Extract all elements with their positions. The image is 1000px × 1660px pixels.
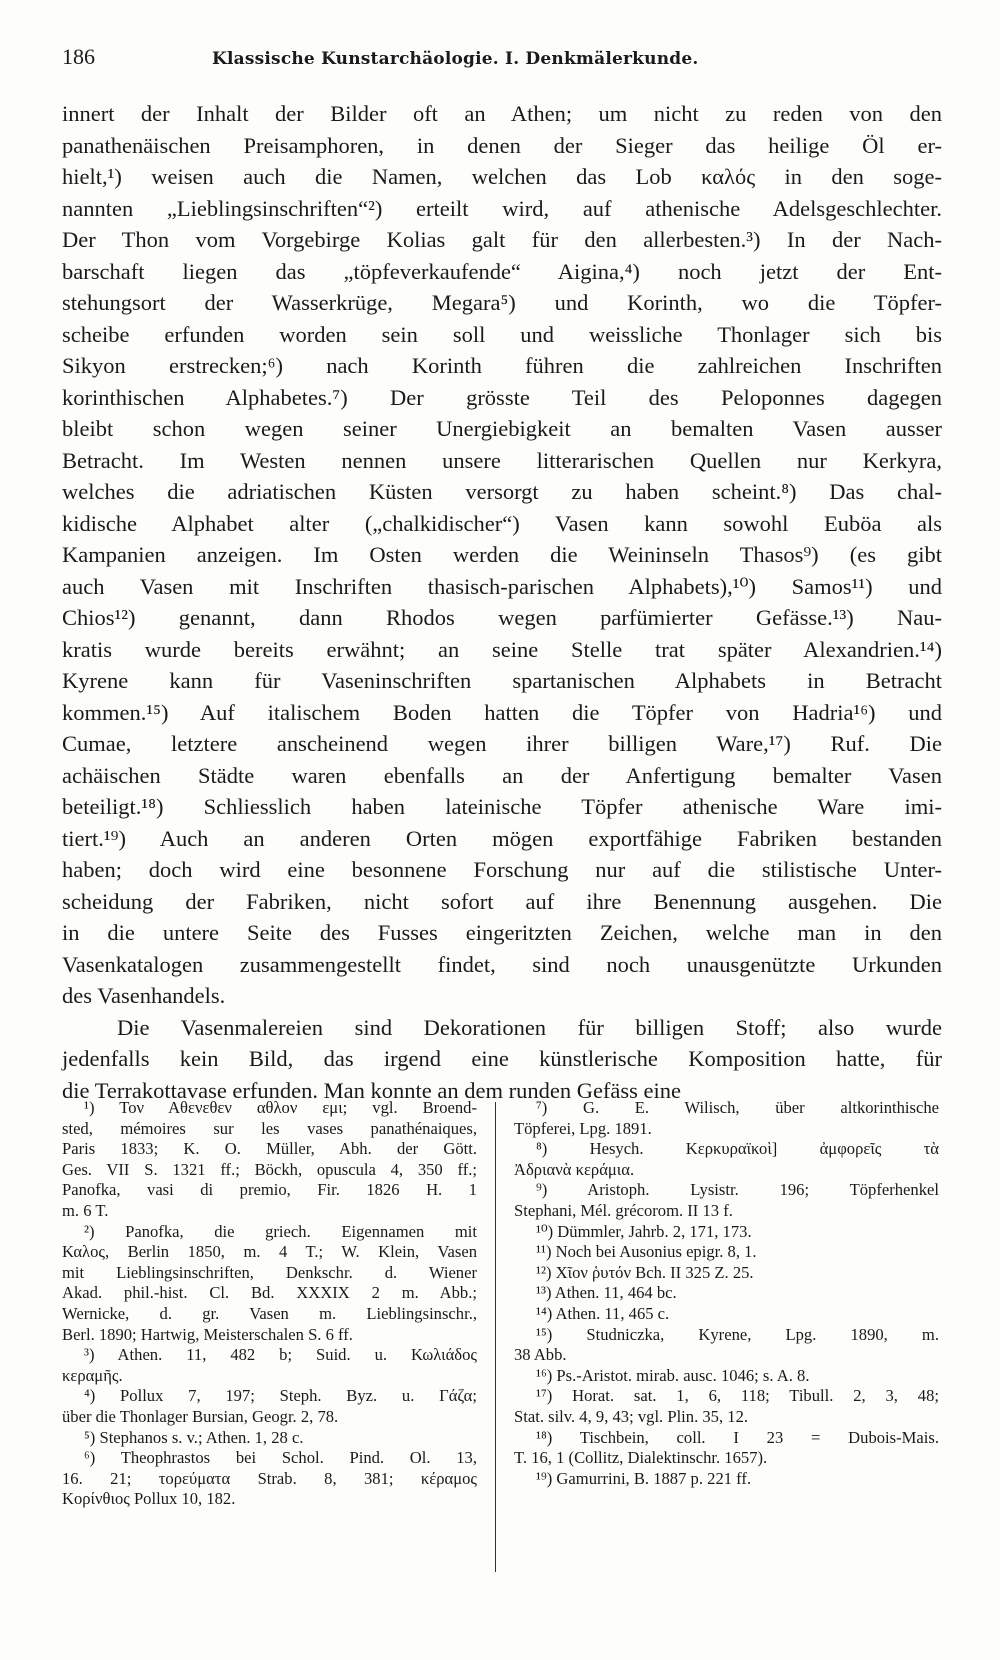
body-line: bleibt schon wegen seiner Unergiebigkeit an bemalten Vasen ausser: [62, 416, 942, 441]
footnote-line: ⁵) Stephanos s. v.; Athen. 1, 28 c.: [84, 1427, 304, 1447]
body-line: jedenfalls kein Bild, das irgend eine künstlerische Komposition hatte, für: [62, 1046, 942, 1071]
footnote-line: Καλος, Berlin 1850, m. 4 T.; W. Klein, Vasen: [62, 1242, 477, 1262]
body-line: kommen.¹⁵) Auf italischem Boden hatten die Töpfer von Hadria¹⁶) und: [62, 699, 942, 725]
footnote-line: Stephani, Mél. grécorom. II 13 f.: [514, 1200, 733, 1220]
body-text: [62, 98, 942, 1106]
body-line: des Vasenhandels.: [62, 983, 226, 1008]
page-number: 186: [62, 44, 95, 69]
body-line: kratis wurde bereits erwähnt; an seine Stelle trat später Alexandrien.¹⁴): [62, 636, 942, 662]
footnote-line: T. 16, 1 (Collitz, Dialektinschr. 1657).: [514, 1448, 768, 1468]
footnote-line: ⁹) Aristoph. Lysistr. 196; Töpferhenkel: [536, 1180, 939, 1200]
body-line: Vasenkatalogen zusammengestellt findet, sind noch unausgenützte Urkunden: [62, 951, 942, 977]
body-line: in die untere Seite des Fusses eingeritzten Zeichen, welche man in den: [62, 920, 942, 945]
footnote-line: ¹⁷) Horat. sat. 1, 6, 118; Tibull. 2, 3, 48;: [536, 1386, 939, 1406]
footnote-line: Κορίνθιος Pollux 10, 182.: [62, 1489, 236, 1509]
footnote-line: mit Lieblingsinschriften, Denkschr. d. Wiener: [62, 1262, 477, 1282]
running-title: Klassische Kunstarchäologie. I. Denkmälerkunde.: [212, 49, 699, 69]
body-line: nannten „Lieblingsinschriften“²) erteilt wird, auf athenische Adelsgeschlechter.: [62, 195, 942, 221]
footnote-line: ⁸) Hesych. Κερκυραϊκοὶ] ἀμφορεῖς τὰ: [536, 1139, 939, 1159]
body-line: panathenäischen Preisamphoren, in denen der Sieger das heilige Öl er-: [62, 132, 942, 158]
footnote-line: ¹²) Χῖον ῥυτόν Bch. II 325 Z. 25.: [536, 1262, 754, 1282]
footnote-line: ¹) Τον Αθενεθεν αθλον εμι; vgl. Broend-: [84, 1098, 477, 1117]
footnote-line: ⁴) Pollux 7, 197; Steph. Byz. u. Γάζα;: [84, 1386, 477, 1406]
body-line: Sikyon erstrecken;⁶) nach Korinth führen die zahlreichen Inschriften: [62, 353, 942, 378]
body-line: haben; doch wird eine besonnene Forschung nur auf die stilistische Unter-: [62, 857, 942, 882]
footnote-line: ¹⁶) Ps.-Aristot. mirab. ausc. 1046; s. A. 8.: [536, 1365, 810, 1385]
body-line: kidische Alphabet alter („chalkidischer“) Vasen kann sowohl Euböa als: [62, 510, 942, 536]
footnote-line: Paris 1833; K. O. Müller, Abh. der Gött.: [62, 1139, 477, 1159]
footnote-line: Panofka, vasi di premio, Fir. 1826 H. 1: [62, 1180, 477, 1200]
body-line: Chios¹²) genannt, dann Rhodos wegen parfümierter Gefässe.¹³) Nau-: [62, 605, 942, 630]
footnote-line: ¹¹) Noch bei Ausonius epigr. 8, 1.: [536, 1242, 757, 1262]
footnote-line: ¹⁸) Tischbein, coll. I 23 = Dubois-Mais.: [536, 1427, 939, 1447]
body-line: Der Thon vom Vorgebirge Kolias galt für den allerbesten.³) In der Nach-: [62, 227, 942, 252]
page: [62, 44, 942, 1106]
body-line: Kampanien anzeigen. Im Osten werden die Weininseln Thasos⁹) (es gibt: [62, 542, 942, 567]
footnotes-left-column: [62, 1098, 495, 1572]
footnote-line: über die Thonlager Bursian, Geogr. 2, 78.: [62, 1406, 339, 1426]
footnote-line: Töpferei, Lpg. 1891.: [514, 1118, 652, 1138]
footnote-line: κεραμῆς.: [62, 1365, 123, 1385]
body-line: Kyrene kann für Vaseninschriften spartanischen Alphabets in Betracht: [62, 668, 942, 693]
body-line: scheidung der Fabriken, nicht sofort auf ihre Benennung ausgehen. Die: [62, 888, 942, 914]
footnote-line: 16. 21; τορεύματα Strab. 8, 381; κέραμος: [62, 1468, 477, 1488]
footnote-line: Akad. phil.-hist. Cl. Bd. XXXIX 2 m. Abb.;: [62, 1283, 477, 1303]
body-line: Die Vasenmalereien sind Dekorationen für billigen Stoff; also wurde: [117, 1014, 942, 1040]
body-line: innert der Inhalt der Bilder oft an Athen; um nicht zu reden von den: [62, 101, 942, 126]
footnote-line: ⁷) G. E. Wilisch, über altkorinthische: [536, 1098, 939, 1117]
body-line: beteiligt.¹⁸) Schliesslich haben lateinische Töpfer athenische Ware imi-: [62, 794, 942, 819]
footnote-line: ²) Panofka, die griech. Eigennamen mit: [84, 1221, 477, 1241]
footnotes-right-column: [496, 1098, 939, 1572]
body-line: hielt,¹) weisen auch die Namen, welchen das Lob καλός in den soge-: [62, 164, 942, 189]
body-line: achäischen Städte waren ebenfalls an der Anfertigung bemalter Vasen: [62, 762, 942, 788]
body-line: Betracht. Im Westen nennen unsere litterarischen Quellen nur Kerkyra,: [62, 447, 942, 473]
footnote-line: Ἀδριανὰ κεράμια.: [514, 1159, 635, 1179]
body-line: auch Vasen mit Inschriften thasisch-parischen Alphabets),¹⁰) Samos¹¹) und: [62, 573, 942, 599]
footnote-line: 38 Abb.: [514, 1345, 567, 1365]
body-line: welches die adriatischen Küsten versorgt zu haben scheint.⁸) Das chal-: [62, 479, 942, 504]
footnote-line: Stat. silv. 4, 9, 43; vgl. Plin. 35, 12.: [514, 1406, 749, 1426]
body-line: die Terrakottavase erfunden. Man konnte an dem runden Gefäss eine: [62, 1077, 682, 1103]
footnote-line: ¹⁴) Athen. 11, 465 c.: [536, 1303, 670, 1323]
footnote-line: Ges. VII S. 1321 ff.; Böckh, opuscula 4, 350 ff.;: [62, 1159, 477, 1179]
footnote-line: m. 6 T.: [62, 1200, 109, 1220]
footnote-line: ⁶) Theophrastos bei Schol. Pind. Ol. 13,: [84, 1448, 477, 1468]
footnote-line: sted, mémoires sur les vases panathénaiques,: [62, 1118, 477, 1138]
footnote-line: ¹³) Athen. 11, 464 bc.: [536, 1283, 677, 1303]
footnote-line: ¹⁵) Studniczka, Kyrene, Lpg. 1890, m.: [536, 1324, 939, 1344]
footnote-line: Wernicke, d. gr. Vasen m. Lieblingsinschr.,: [62, 1303, 477, 1323]
body-line: stehungsort der Wasserkrüge, Megara⁵) und Korinth, wo die Töpfer-: [62, 290, 942, 315]
body-line: tiert.¹⁹) Auch an anderen Orten mögen exportfähige Fabriken bestanden: [62, 825, 942, 851]
footnote-line: ¹⁹) Gamurrini, B. 1887 p. 221 ff.: [536, 1468, 752, 1488]
body-line: scheibe erfunden worden sein soll und weissliche Thonlager sich bis: [62, 321, 942, 347]
footnotes: [62, 1098, 942, 1572]
footnote-line: ¹⁰) Dümmler, Jahrb. 2, 171, 173.: [536, 1221, 752, 1241]
running-header: [62, 44, 942, 84]
body-line: Cumae, letztere anscheinend wegen ihrer billigen Ware,¹⁷) Ruf. Die: [62, 731, 942, 756]
footnote-line: ³) Athen. 11, 482 b; Suid. u. Κωλιάδος: [84, 1345, 477, 1365]
body-line: korinthischen Alphabetes.⁷) Der grösste Teil des Peloponnes dagegen: [62, 384, 942, 410]
body-line: barschaft liegen das „töpfeverkaufende“ Aigina,⁴) noch jetzt der Ent-: [62, 258, 942, 284]
footnote-line: Berl. 1890; Hartwig, Meisterschalen S. 6 ff.: [62, 1324, 353, 1344]
